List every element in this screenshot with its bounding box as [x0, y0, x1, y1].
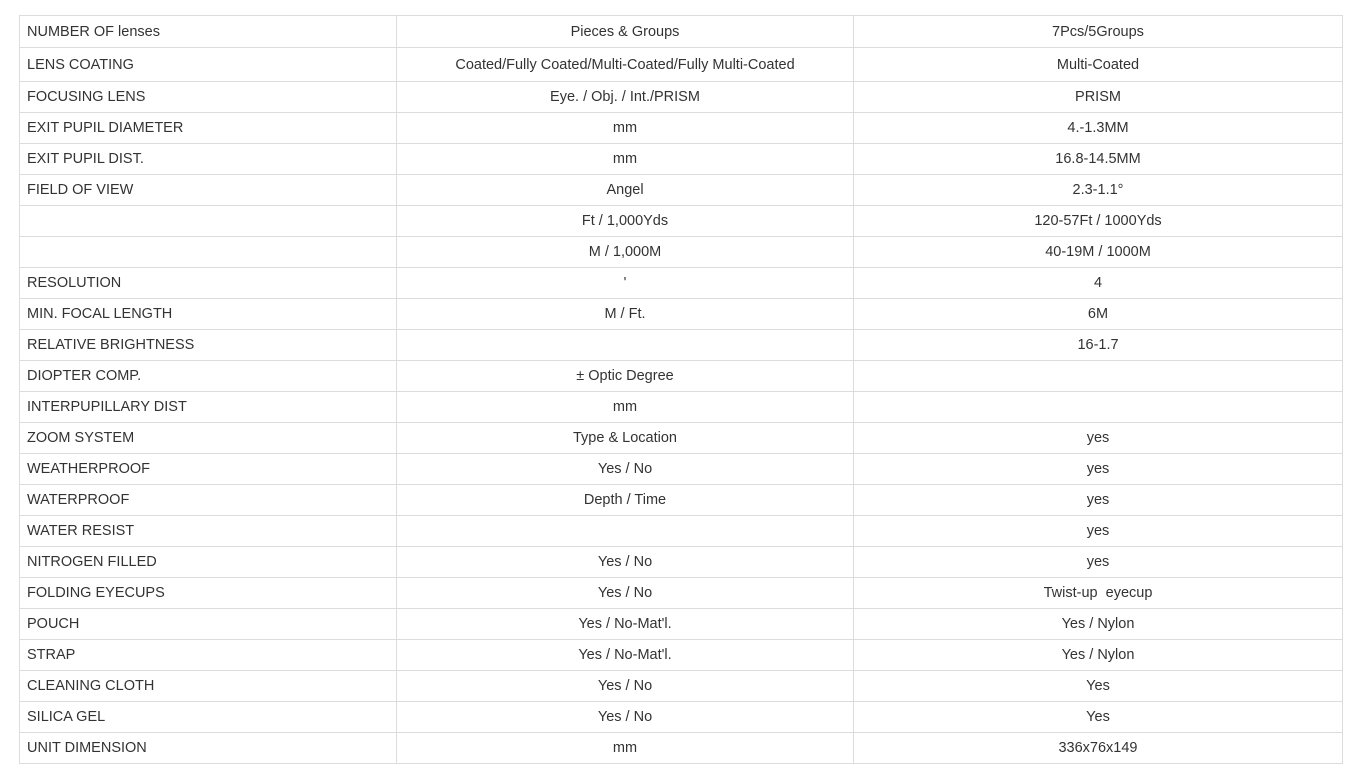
- table-row: [20, 268, 1343, 299]
- spec-unit-cell: Ft / 1,000Yds: [397, 206, 854, 237]
- spec-value-cell: 4: [854, 268, 1343, 299]
- spec-name-cell: POUCH: [20, 609, 397, 640]
- spec-name-cell: [20, 206, 397, 237]
- spec-name-cell: RESOLUTION: [20, 268, 397, 299]
- spec-name-cell: NITROGEN FILLED: [20, 547, 397, 578]
- spec-unit-cell: Yes / No: [397, 454, 854, 485]
- spec-unit-cell: Yes / No: [397, 547, 854, 578]
- spec-value-cell: 16.8-14.5MM: [854, 144, 1343, 175]
- spec-value-cell: Multi-Coated: [854, 48, 1343, 82]
- table-row: [20, 330, 1343, 361]
- spec-value-cell: Yes: [854, 671, 1343, 702]
- spec-name-cell: FOCUSING LENS: [20, 82, 397, 113]
- spec-name-cell: CLEANING CLOTH: [20, 671, 397, 702]
- table-row: [20, 113, 1343, 144]
- spec-value-cell: [854, 392, 1343, 423]
- spec-value-cell: yes: [854, 485, 1343, 516]
- spec-unit-cell: mm: [397, 144, 854, 175]
- spec-unit-cell: M / 1,000M: [397, 237, 854, 268]
- spec-unit-cell: M / Ft.: [397, 299, 854, 330]
- spec-unit-cell: Yes / No-Mat'l.: [397, 609, 854, 640]
- spec-value-cell: yes: [854, 423, 1343, 454]
- spec-unit-cell: mm: [397, 113, 854, 144]
- table-row: [20, 299, 1343, 330]
- spec-unit-cell: mm: [397, 733, 854, 764]
- spec-unit-cell: [397, 330, 854, 361]
- spec-name-cell: NUMBER OF lenses: [20, 16, 397, 48]
- spec-value-cell: yes: [854, 547, 1343, 578]
- spec-unit-cell: ': [397, 268, 854, 299]
- table-row: [20, 733, 1343, 764]
- spec-unit-cell: [397, 516, 854, 547]
- spec-unit-cell: Yes / No-Mat'l.: [397, 640, 854, 671]
- table-row: [20, 48, 1343, 82]
- table-row: [20, 392, 1343, 423]
- spec-unit-cell: Angel: [397, 175, 854, 206]
- spec-value-cell: yes: [854, 454, 1343, 485]
- spec-name-cell: WATERPROOF: [20, 485, 397, 516]
- spec-name-cell: EXIT PUPIL DIST.: [20, 144, 397, 175]
- table-row: [20, 516, 1343, 547]
- table-row: [20, 671, 1343, 702]
- spec-name-cell: WEATHERPROOF: [20, 454, 397, 485]
- table-row: [20, 640, 1343, 671]
- spec-value-cell: 336x76x149: [854, 733, 1343, 764]
- spec-table-body: [20, 16, 1343, 764]
- table-row: [20, 237, 1343, 268]
- spec-unit-cell: Yes / No: [397, 702, 854, 733]
- spec-unit-cell: Yes / No: [397, 578, 854, 609]
- table-row: [20, 547, 1343, 578]
- spec-value-cell: [854, 361, 1343, 392]
- spec-table: [19, 15, 1343, 764]
- table-row: [20, 609, 1343, 640]
- spec-name-cell: MIN. FOCAL LENGTH: [20, 299, 397, 330]
- spec-value-cell: Twist-up eyecup: [854, 578, 1343, 609]
- table-row: [20, 144, 1343, 175]
- spec-value-cell: yes: [854, 516, 1343, 547]
- table-row: [20, 423, 1343, 454]
- spec-name-cell: EXIT PUPIL DIAMETER: [20, 113, 397, 144]
- spec-name-cell: INTERPUPILLARY DIST: [20, 392, 397, 423]
- spec-name-cell: FOLDING EYECUPS: [20, 578, 397, 609]
- spec-name-cell: FIELD OF VIEW: [20, 175, 397, 206]
- spec-name-cell: LENS COATING: [20, 48, 397, 82]
- spec-unit-cell: Depth / Time: [397, 485, 854, 516]
- spec-value-cell: Yes / Nylon: [854, 609, 1343, 640]
- spec-unit-cell: Eye. / Obj. / Int./PRISM: [397, 82, 854, 113]
- table-row: [20, 702, 1343, 733]
- table-row: [20, 454, 1343, 485]
- spec-value-cell: 40-19M / 1000M: [854, 237, 1343, 268]
- spec-name-cell: RELATIVE BRIGHTNESS: [20, 330, 397, 361]
- spec-name-cell: [20, 237, 397, 268]
- spec-unit-cell: Pieces & Groups: [397, 16, 854, 48]
- spec-value-cell: 6M: [854, 299, 1343, 330]
- spec-value-cell: 120-57Ft / 1000Yds: [854, 206, 1343, 237]
- spec-name-cell: SILICA GEL: [20, 702, 397, 733]
- spec-value-cell: Yes: [854, 702, 1343, 733]
- spec-value-cell: 7Pcs/5Groups: [854, 16, 1343, 48]
- spec-value-cell: Yes / Nylon: [854, 640, 1343, 671]
- table-row: [20, 82, 1343, 113]
- table-row: [20, 175, 1343, 206]
- spec-name-cell: ZOOM SYSTEM: [20, 423, 397, 454]
- spec-value-cell: 4.-1.3MM: [854, 113, 1343, 144]
- spec-name-cell: UNIT DIMENSION: [20, 733, 397, 764]
- table-row: [20, 206, 1343, 237]
- spec-value-cell: PRISM: [854, 82, 1343, 113]
- spec-name-cell: WATER RESIST: [20, 516, 397, 547]
- table-row: [20, 361, 1343, 392]
- spec-unit-cell: Type & Location: [397, 423, 854, 454]
- spec-unit-cell: ± Optic Degree: [397, 361, 854, 392]
- spec-unit-cell: Yes / No: [397, 671, 854, 702]
- spec-unit-cell: mm: [397, 392, 854, 423]
- spec-value-cell: 2.3-1.1°: [854, 175, 1343, 206]
- spec-name-cell: STRAP: [20, 640, 397, 671]
- table-row: [20, 485, 1343, 516]
- table-row: [20, 16, 1343, 48]
- spec-value-cell: 16-1.7: [854, 330, 1343, 361]
- spec-name-cell: DIOPTER COMP.: [20, 361, 397, 392]
- spec-unit-cell: Coated/Fully Coated/Multi-Coated/Fully Multi-Coated: [397, 48, 854, 82]
- table-row: [20, 578, 1343, 609]
